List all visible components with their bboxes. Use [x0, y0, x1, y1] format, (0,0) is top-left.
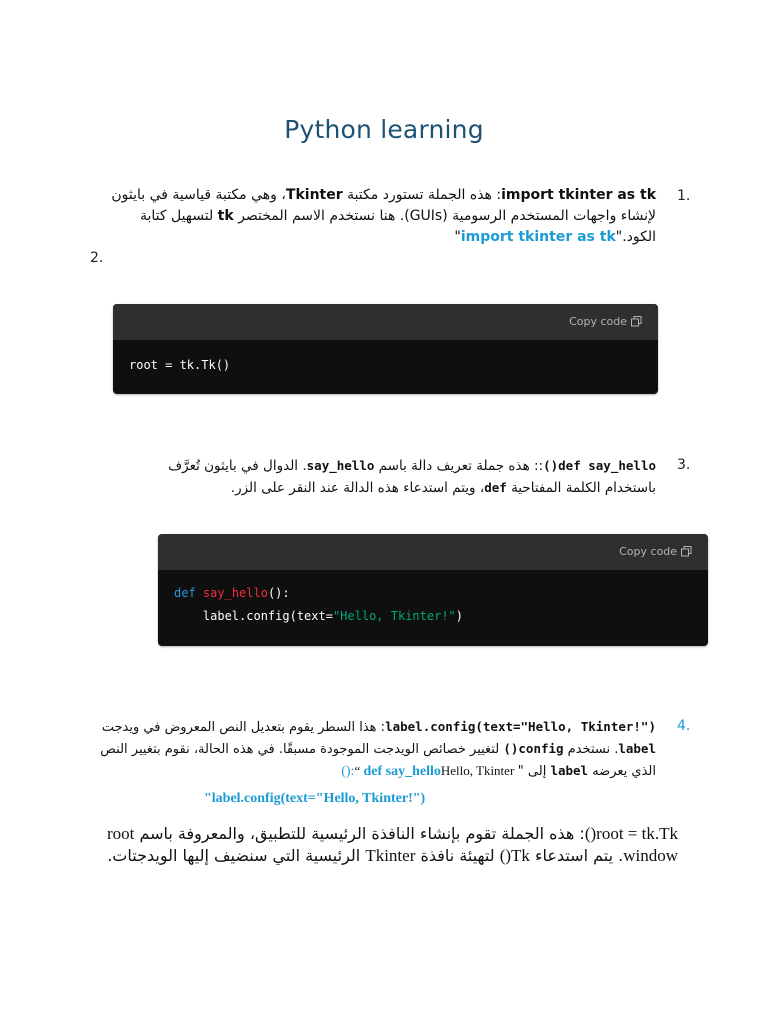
item1-text-c: لتسهيل كتابة الكود."	[139, 208, 656, 245]
code-content: root = tk.Tk()	[129, 358, 231, 372]
item1-tk: tk	[217, 208, 234, 224]
copy-icon	[681, 546, 692, 557]
code-keyword: def	[174, 586, 196, 600]
item3-text-b: . الدوال في بايثون تُعرَّف باستخدام الكلمة المفتاحية	[168, 458, 656, 496]
copy-code-button[interactable]	[619, 545, 692, 558]
code-function-name: say_hello	[202, 586, 268, 600]
code-block-2	[158, 534, 708, 646]
copy-code-button[interactable]	[569, 315, 642, 328]
final-text-c: لتهيئة نافذة	[415, 846, 500, 865]
list-number-4: 4.	[677, 718, 691, 734]
item1-code: import tkinter as tk	[501, 187, 656, 203]
final-tkinter: Tkinter	[365, 846, 416, 865]
code-line2-a: label.config(text=	[174, 609, 333, 623]
item1-text-b: ، وهي مكتبة قياسية في بايثون لإنشاء واجهات المستخدم الرسومية (GUIs). هنا نستخدم الاسم المختصر	[111, 187, 656, 224]
final-text-a: : هذه الجملة تقوم بإنشاء النافذة الرئيسية للتطبيق، والمعروفة باسم	[134, 824, 585, 843]
final-text-d: الرئيسية التي سنضيف إليها الويدجتات.	[107, 846, 366, 865]
code-line2-b: )	[455, 609, 464, 623]
list-item-4	[96, 716, 656, 782]
item4-label: label	[618, 741, 656, 756]
copy-icon	[631, 316, 642, 327]
list-item-3	[120, 455, 656, 499]
code-paren: ():	[267, 586, 290, 600]
item3-fn: say_hello	[306, 458, 375, 473]
final-code: root = tk.Tk()	[584, 824, 678, 843]
list-number-3: 3.	[677, 457, 691, 473]
code-block-1	[113, 304, 658, 394]
item3-def: def	[484, 480, 507, 495]
list-item-1	[90, 185, 656, 248]
item3-text-a: :: هذه جملة تعريف دالة باسم	[374, 458, 544, 474]
item4-text-e: Hello, Tkinter “	[354, 763, 515, 778]
copy-code-label: Copy code	[569, 315, 627, 328]
item4-quote: "label.config(text="Hello, Tkinter!")	[204, 791, 426, 806]
item1-end: "	[454, 229, 461, 245]
final-paragraph	[100, 823, 678, 867]
page-title: Python learning	[284, 115, 484, 144]
copy-code-label: Copy code	[619, 545, 677, 558]
item4-link-say-hello: def say_hello	[363, 764, 518, 779]
final-text-b: . يتم استدعاء	[529, 846, 624, 865]
list-number-2: 2.	[90, 250, 104, 266]
item4-label2: label	[550, 763, 589, 778]
code-string: "Hello, Tkinter!"	[332, 609, 456, 623]
item1-lib: Tkinter	[285, 187, 343, 203]
item4-paren: :()	[341, 764, 355, 779]
item1-quote: import tkinter as tk	[460, 229, 616, 245]
code-block-header	[158, 534, 708, 570]
item3-text-c: ، ويتم استدعاء هذه الدالة عند النقر على الزر.	[230, 480, 485, 496]
list-number-1: 1.	[677, 188, 691, 204]
item3-code: def say_hello()	[543, 458, 656, 473]
item4-text-d: إلى "	[517, 764, 551, 779]
item4-text-a: : هذا السطر يقوم بتعديل النص المعروض في ويدجت	[101, 720, 386, 735]
item4-text-c: لتغيير خصائص الويدجت الموجودة مسبقًا. في هذه الحالة، نقوم بتغيير النص الذي يعرضه	[100, 742, 656, 779]
final-window: root window	[106, 824, 678, 865]
code-content	[158, 570, 708, 644]
item4-config: config()	[503, 741, 564, 756]
code-block-header	[113, 304, 658, 340]
final-tk: Tk()	[499, 846, 530, 865]
item4-code: label.config(text="Hello, Tkinter!")	[385, 719, 656, 734]
item1-text-a: : هذه الجملة تستورد مكتبة	[342, 187, 502, 203]
item4-text-b: . نستخدم	[563, 742, 619, 757]
